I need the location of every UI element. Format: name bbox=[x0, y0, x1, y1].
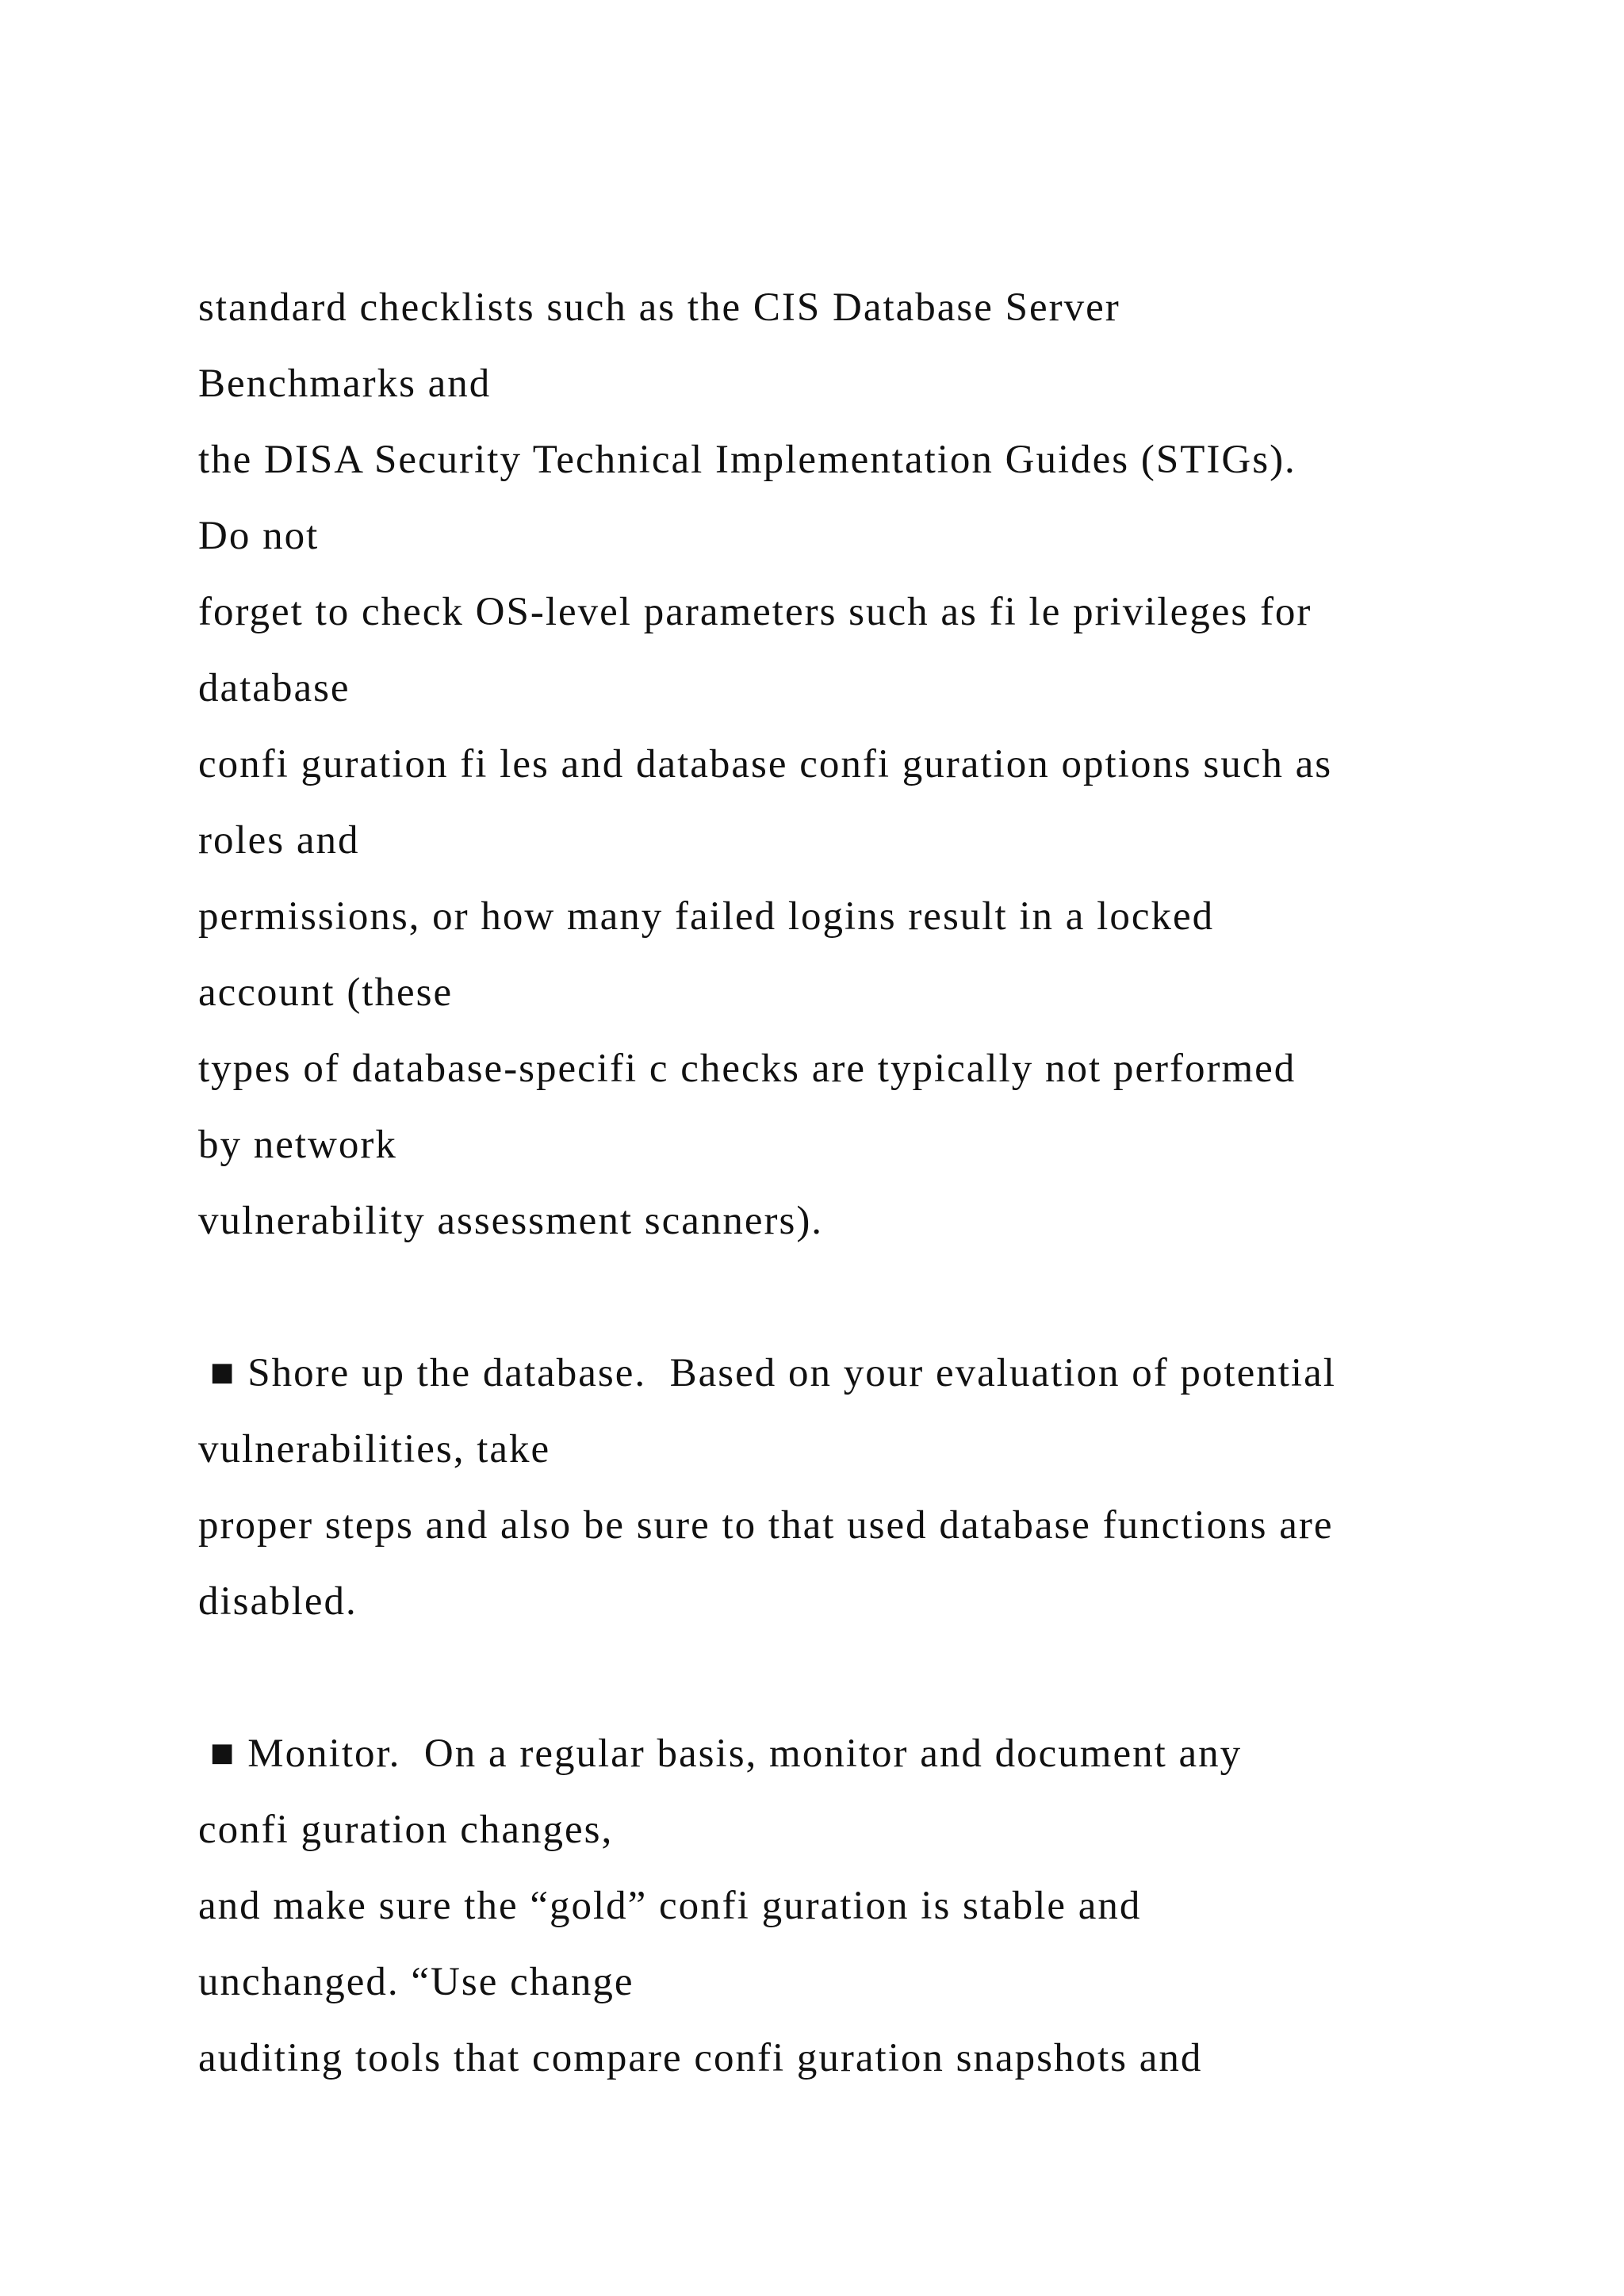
text-line: disabled. bbox=[198, 1579, 358, 1624]
text-line: roles and bbox=[198, 818, 360, 863]
text-line: vulnerability assessment scanners). bbox=[198, 1199, 824, 1243]
text-line: auditing tools that compare confi guration snapshots and bbox=[198, 2036, 1203, 2080]
body-text bbox=[198, 270, 1594, 2096]
bullet-line: ■ Shore up the database. Based on your evaluation of potential bbox=[198, 1351, 1336, 1395]
text-line: unchanged. “Use change bbox=[198, 1960, 634, 2004]
text-line: permissions, or how many failed logins result in a locked bbox=[198, 894, 1215, 939]
text-line: standard checklists such as the CIS Database Server bbox=[198, 285, 1120, 330]
bullet-line: ■ Monitor. On a regular basis, monitor and document any bbox=[198, 1732, 1243, 1776]
text-line: and make sure the “gold” confi guration is stable and bbox=[198, 1884, 1142, 1928]
text-line: database bbox=[198, 666, 350, 710]
paragraph-gap bbox=[198, 1259, 1594, 1335]
text-line: types of database-specifi c checks are typically not performed bbox=[198, 1047, 1297, 1091]
paragraph-gap bbox=[198, 1640, 1594, 1716]
text-line: confi guration fi les and database confi guration options such as bbox=[198, 742, 1333, 786]
text-line: proper steps and also be sure to that used database functions are bbox=[198, 1503, 1334, 1548]
text-line: confi guration changes, bbox=[198, 1808, 614, 1852]
text-line: the DISA Security Technical Implementation Guides (STIGs). bbox=[198, 438, 1297, 482]
text-line: vulnerabilities, take bbox=[198, 1427, 551, 1471]
text-line: forget to check OS-level parameters such as fi le privileges for bbox=[198, 590, 1312, 634]
text-line: Benchmarks and bbox=[198, 362, 492, 406]
text-line: Do not bbox=[198, 514, 320, 558]
text-line: account (these bbox=[198, 970, 454, 1015]
text-line: by network bbox=[198, 1123, 397, 1167]
